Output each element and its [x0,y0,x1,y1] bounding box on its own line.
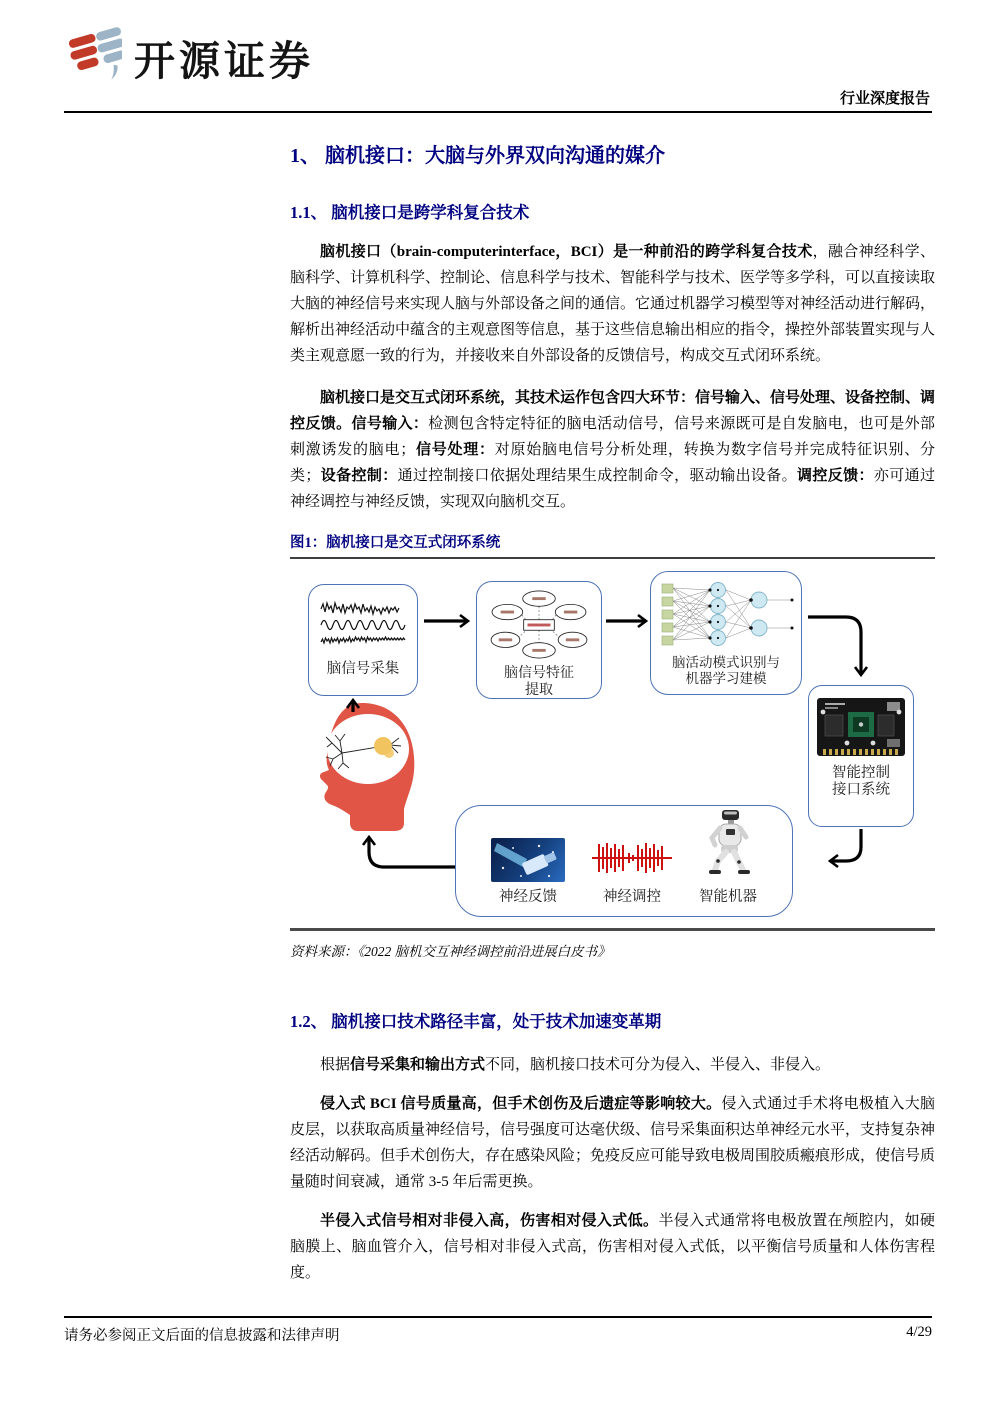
paragraph-closed-loop: 脑机接口是交互式闭环系统，其技术运作包含四大环节：信号输入、信号处理、设备控制、调控反馈。信号输入：检测包含特定特征的脑电活动信号，信号来源既可是自发脑电，也可是外部刺激诱发的脑电；信号处理：对原始脑电信号分析处理，转换为数字信号并完成特征识别、分类；设备控制：通过控制接口依据处理结果生成控制命令，驱动输出设备。调控反馈：亦可通过神经调控与神经反馈，实现双向脑机交互。 [290,390,936,510]
fig-box-signal-acquisition [308,584,418,696]
spike-waveform-icon [591,839,673,882]
section-1-1-title: 1.1、 脑机接口是跨学科复合技术 [290,203,530,222]
fig-label-model-line2: 机器学习建模 [685,671,767,686]
brain-head-icon [302,697,424,833]
brand-name: 开源证券 [134,37,314,84]
fig-label-signal-acquisition: 脑信号采集 [326,661,400,677]
humanoid-robot-icon [705,809,751,882]
fig-label-controller-line2: 接口系统 [832,782,890,798]
paragraph-invasive: 侵入式 BCI 信号质量高，但手术创伤及后遗症等影响较大。侵入式通过手术将电极植入大脑皮层，以获取高质量神经信号，信号强度可达毫伏级、信号采集面积达单神经元水平，支持复杂神经活动解码。但手术创伤大，存在感染风险；免疫反应可能导致电极周围胶质瘢痕形成，使信号质量随时间衰减，通常 3-5 年后需更换。 [290,1096,936,1190]
output-label: 神经调控 [603,889,661,905]
fig-box-ml-model [650,571,802,695]
figure1-diagram [290,559,935,931]
paragraph-classification: 根据信号采集和输出方式不同，脑机接口技术可分为侵入、半侵入、非侵入。 [320,1057,831,1073]
fig-label-feature-line1: 脑信号特征 [504,664,574,680]
report-type-label: 行业深度报告 [839,91,930,107]
section-1-title: 1、 脑机接口：大脑与外界双向沟通的媒介 [290,145,665,167]
paragraph-bci-definition: 脑机接口（brain-computerinterface，BCI）是一种前沿的跨学科复合技术，融合神经科学、脑科学、计算机科学、控制论、信息科学与技术、智能科学与技术、医学等多学科，可以直接读取大脑的神经信号来实现人脑与外部设备之间的通信。它通过机器学习模型等对神经活动进行解码，解析出神经活动中蕴含的主观意图等信息，基于这些信息输出相应的指令，操控外部装置实现与人类主观意愿一致的行为，并接收来自外部设备的反馈信号，构成交互式闭环系统。 [290,244,936,364]
neural-feedback-icon [491,838,565,882]
figure1-source: 资料来源：《2022 脑机交互神经调控前沿进展白皮书》 [290,944,611,959]
fig-box-feature-extraction [476,581,602,699]
kaiyuan-logo-icon [64,26,122,88]
footer-disclaimer: 请务必参阅正文后面的信息披露和法律声明 [64,1328,340,1344]
output-intelligent-machine [699,809,757,906]
output-neuromodulation [591,839,673,906]
fig-label-model-line1: 脑活动模式识别与 [672,655,780,670]
neural-network-icon [656,580,796,650]
section-1-2-title: 1.2、 脑机接口技术路径丰富，处于技术加速变革期 [290,1012,662,1031]
fig-box-control-interface [808,685,914,827]
fig-label-controller-line1: 智能控制 [832,765,890,781]
paragraph-semi-invasive: 半侵入式信号相对非侵入高，伤害相对侵入式低。半侵入式通常将电极放置在颅腔内，如硬脑膜上、脑血管介入，信号相对非侵入式高，伤害相对侵入式低，以平衡信号质量和人体伤害程度。 [290,1213,935,1281]
fig-label-feature-line2: 提取 [525,681,553,697]
output-label: 智能机器 [699,889,757,905]
page-number: 4/29 [906,1324,932,1340]
eeg-waves-icon [317,597,409,653]
output-neural-feedback [491,838,565,906]
feature-mindmap-icon [487,590,591,659]
page-header [0,0,992,113]
brand-logo [64,26,314,88]
figure1-caption: 图1：脑机接口是交互式闭环系统 [290,531,935,559]
page-footer [64,1316,932,1345]
circuit-board-icon [817,698,905,756]
output-label: 神经反馈 [499,889,557,905]
report-body [290,113,935,1286]
fig-box-outputs [455,805,793,917]
